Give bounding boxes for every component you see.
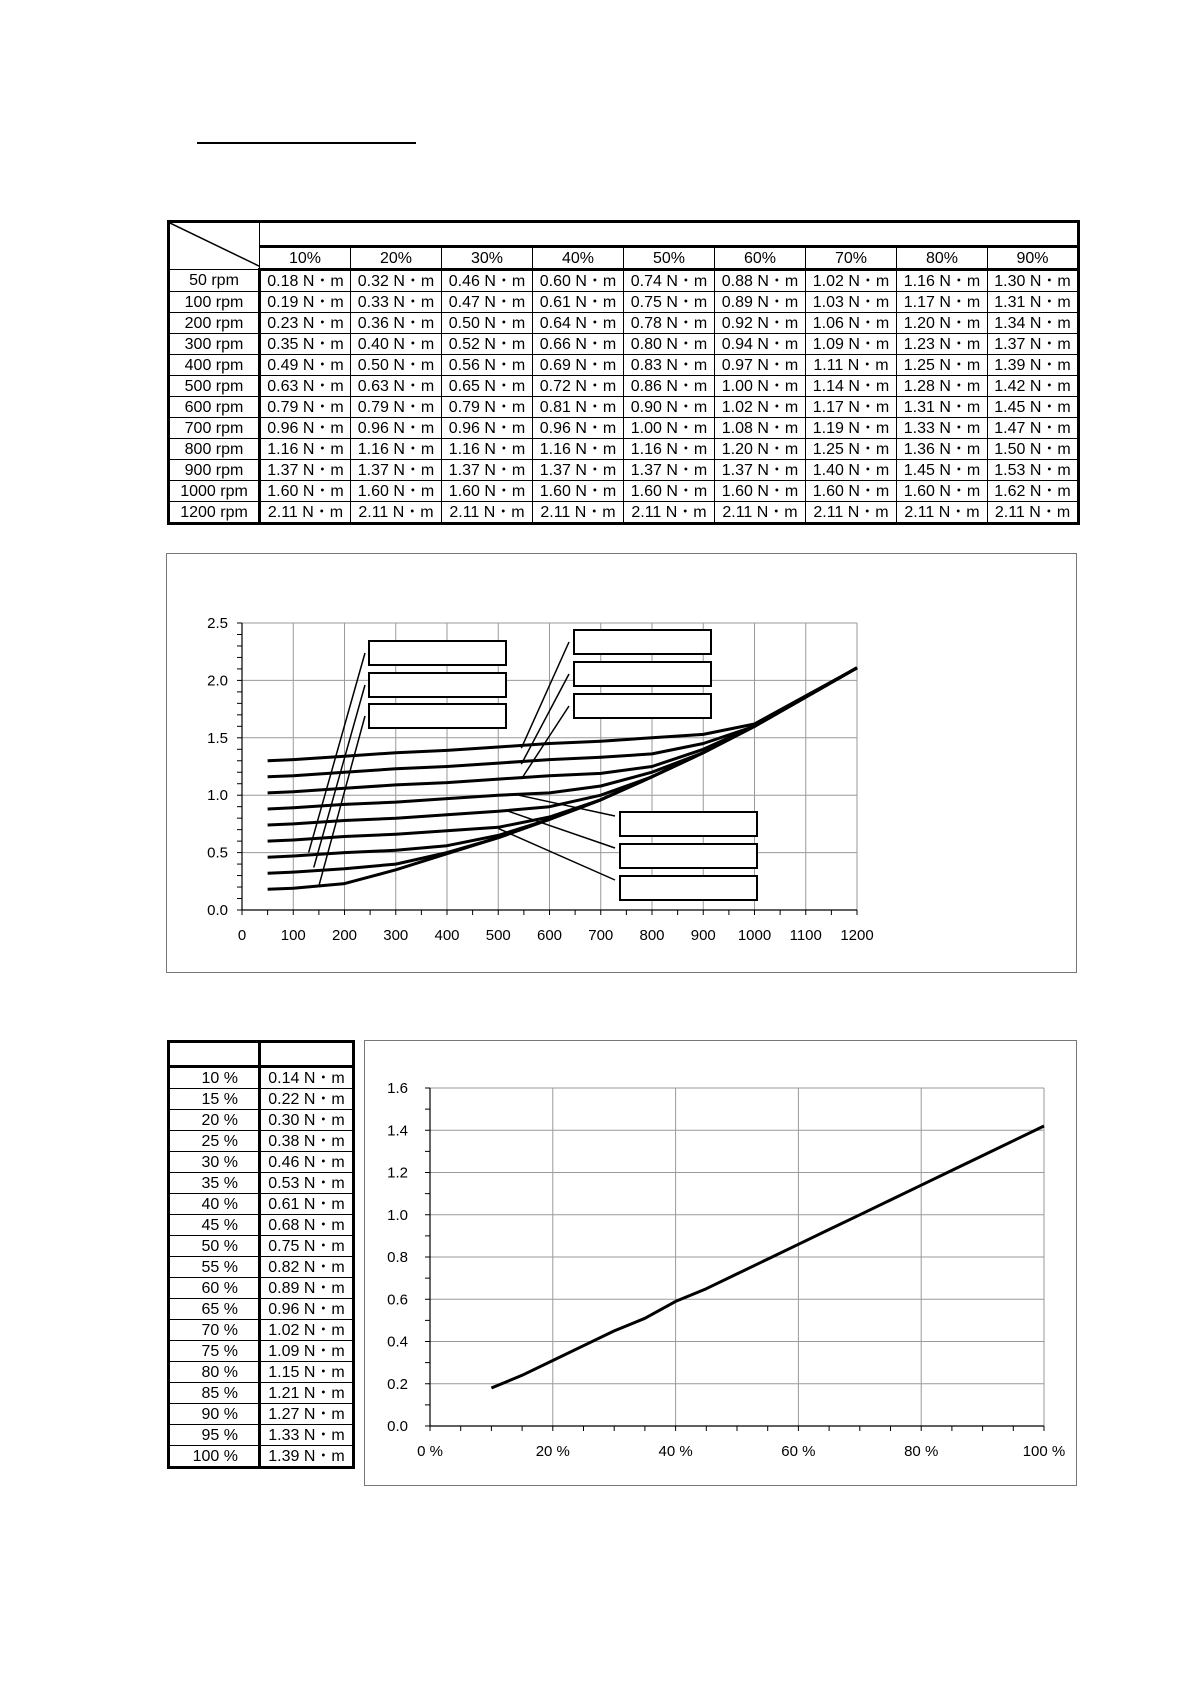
duty-percent-cell: 90 % [169,1404,260,1425]
torque-cell: 0.19 N・m [260,292,351,313]
torque-cell: 0.96 N・m [260,418,351,439]
duty-percent-cell: 30 % [169,1152,260,1173]
y-tick-label: 0.8 [387,1249,408,1266]
table-row [169,397,1079,418]
x-tick-label: 600 [536,927,563,944]
table-row [169,1173,354,1194]
duty-torque-cell: 1.21 N・m [260,1383,354,1404]
torque-cell: 0.72 N・m [533,376,624,397]
duty-torque-cell: 0.61 N・m [260,1194,354,1215]
torque-cell: 1.60 N・m [624,481,715,502]
torque-cell: 1.42 N・m [988,376,1079,397]
torque-cell: 1.60 N・m [715,481,806,502]
x-tick-label: 80 % [904,1443,939,1460]
torque-cell: 2.11 N・m [442,502,533,524]
torque-cell: 0.80 N・m [624,334,715,355]
table-row [169,1194,354,1215]
duty-percent-cell: 80 % [169,1362,260,1383]
torque-cell: 1.60 N・m [442,481,533,502]
table-row [169,1341,354,1362]
rpm-cell: 1200 rpm [169,502,260,524]
torque-cell: 0.64 N・m [533,313,624,334]
torque-cell: 2.11 N・m [806,502,897,524]
duty-percent-cell: 55 % [169,1257,260,1278]
torque-cell: 1.50 N・m [988,439,1079,460]
torque-cell: 0.35 N・m [260,334,351,355]
rpm-cell: 400 rpm [169,355,260,376]
x-tick-label: 300 [383,927,409,944]
duty-torque-cell: 0.14 N・m [260,1067,354,1089]
x-tick-label: 200 [331,927,358,944]
torque-cell: 1.31 N・m [988,292,1079,313]
torque-cell: 0.18 N・m [260,270,351,292]
y-tick-label: 1.5 [207,729,228,747]
torque-cell: 1.23 N・m [897,334,988,355]
duty-header-cell: 10% [260,247,351,270]
rpm-cell: 700 rpm [169,418,260,439]
y-tick-label: 0.4 [387,1333,408,1351]
duty-torque-chart [364,1040,1077,1486]
x-tick-label: 1000 [737,927,772,944]
header-blank-cell [260,222,1079,247]
torque-cell: 1.45 N・m [988,397,1079,418]
y-tick-label: 1.0 [387,1206,408,1224]
torque-cell: 1.37 N・m [624,460,715,481]
torque-cell: 1.02 N・m [715,397,806,418]
title-underline [197,142,416,144]
torque-cell: 0.46 N・m [442,270,533,292]
torque-cell: 0.90 N・m [624,397,715,418]
duty-percent-cell: 85 % [169,1383,260,1404]
duty-percent-cell: 70 % [169,1320,260,1341]
torque-cell: 0.36 N・m [351,313,442,334]
x-tick-label: 60 % [781,1443,816,1460]
torque-cell: 1.06 N・m [806,313,897,334]
torque-cell: 0.61 N・m [533,292,624,313]
duty-percent-cell: 25 % [169,1131,260,1152]
series-label-box [574,662,711,686]
y-tick-label: 0.6 [387,1291,408,1309]
table-row [169,1257,354,1278]
leader-line [319,716,365,886]
torque-cell: 2.11 N・m [715,502,806,524]
torque-cell: 1.16 N・m [351,439,442,460]
y-tick-label: 0.5 [207,844,228,862]
series-label-box [369,704,506,728]
leader-line [314,685,365,868]
duty-torque-cell: 0.89 N・m [260,1278,354,1299]
duty-percent-cell: 60 % [169,1278,260,1299]
leader-line [498,828,615,880]
torque-cell: 0.69 N・m [533,355,624,376]
rpm-cell: 200 rpm [169,313,260,334]
x-tick-label: 900 [690,927,716,944]
table-row [169,1383,354,1404]
torque-cell: 0.96 N・m [351,418,442,439]
torque-cell: 1.02 N・m [806,270,897,292]
x-tick-label: 1100 [789,927,822,944]
torque-cell: 0.63 N・m [351,376,442,397]
rpm-cell: 600 rpm [169,397,260,418]
torque-cell: 1.20 N・m [715,439,806,460]
torque-cell: 1.36 N・m [897,439,988,460]
torque-cell: 0.50 N・m [442,313,533,334]
x-tick-label: 0 % [417,1443,443,1460]
table-row [169,270,1079,292]
table-row [169,1446,354,1468]
duty-percent-cell: 20 % [169,1110,260,1131]
table-row [169,1320,354,1341]
torque-cell: 0.96 N・m [442,418,533,439]
torque-cell: 0.66 N・m [533,334,624,355]
table-row [169,502,1079,524]
torque-cell: 0.49 N・m [260,355,351,376]
table-row [169,1089,354,1110]
duty-torque-cell: 1.02 N・m [260,1320,354,1341]
torque-cell: 0.40 N・m [351,334,442,355]
y-tick-label: 2.5 [207,615,228,632]
torque-cell: 0.47 N・m [442,292,533,313]
series-label-box [369,673,506,697]
torque-cell: 1.00 N・m [624,418,715,439]
torque-cell: 0.97 N・m [715,355,806,376]
torque-cell: 1.60 N・m [533,481,624,502]
table-row [169,1299,354,1320]
torque-cell: 0.65 N・m [442,376,533,397]
torque-cell: 0.88 N・m [715,270,806,292]
torque-cell: 1.16 N・m [533,439,624,460]
table-row [169,1215,354,1236]
diagonal-header-cell [169,222,260,270]
torque-cell: 1.60 N・m [806,481,897,502]
torque-cell: 1.14 N・m [806,376,897,397]
duty-header-cell: 60% [715,247,806,270]
x-tick-label: 800 [639,927,665,944]
duty-torque-chart-svg [365,1041,1078,1487]
diagonal-line [170,223,260,267]
torque-cell: 1.17 N・m [806,397,897,418]
torque-cell: 1.60 N・m [260,481,351,502]
table-row [169,481,1079,502]
duty-header-cell: 20% [351,247,442,270]
series-label-box [574,694,711,718]
torque-cell: 1.37 N・m [351,460,442,481]
torque-cell: 1.47 N・m [988,418,1079,439]
torque-cell: 0.94 N・m [715,334,806,355]
duty-percent-cell: 100 % [169,1446,260,1468]
duty-percent-cell: 95 % [169,1425,260,1446]
torque-cell: 2.11 N・m [260,502,351,524]
y-tick-label: 0.0 [387,1418,408,1435]
y-tick-label: 0.0 [207,902,228,919]
table-row [169,292,1079,313]
torque-cell: 0.83 N・m [624,355,715,376]
rpm-cell: 1000 rpm [169,481,260,502]
table-row [169,1404,354,1425]
speed-torque-chart-svg [167,554,1078,974]
duty-torque-cell: 1.15 N・m [260,1362,354,1383]
y-tick-label: 0.2 [387,1375,408,1393]
rpm-cell: 100 rpm [169,292,260,313]
torque-table [167,220,1080,525]
torque-cell: 0.56 N・m [442,355,533,376]
duty-torque-cell: 0.68 N・m [260,1215,354,1236]
leader-line [521,674,569,764]
x-tick-label: 1200 [840,927,874,944]
torque-cell: 1.11 N・m [806,355,897,376]
duty-header-cell: 50% [624,247,715,270]
torque-cell: 1.08 N・m [715,418,806,439]
torque-cell: 0.50 N・m [351,355,442,376]
torque-cell: 0.96 N・m [533,418,624,439]
table-row [169,334,1079,355]
series-line-3 [268,668,857,857]
series-label-box [620,812,757,836]
torque-cell: 1.33 N・m [897,418,988,439]
table-row [169,1278,354,1299]
torque-cell: 1.09 N・m [806,334,897,355]
torque-cell: 1.30 N・m [988,270,1079,292]
torque-cell: 2.11 N・m [897,502,988,524]
torque-cell: 0.81 N・m [533,397,624,418]
torque-cell: 0.52 N・m [442,334,533,355]
duty-torque-cell: 0.46 N・m [260,1152,354,1173]
torque-cell: 1.37 N・m [442,460,533,481]
table-row [169,1362,354,1383]
torque-table-body [169,222,1079,524]
duty-torque-cell: 0.38 N・m [260,1131,354,1152]
rpm-cell: 900 rpm [169,460,260,481]
duty-table [167,1040,355,1469]
table-row [169,1152,354,1173]
duty-torque-cell: 0.22 N・m [260,1089,354,1110]
torque-cell: 1.45 N・m [897,460,988,481]
table-row [169,1131,354,1152]
torque-cell: 0.79 N・m [260,397,351,418]
table-row [169,1110,354,1131]
y-tick-label: 1.0 [207,787,228,805]
y-tick-label: 2.0 [207,672,228,690]
table-row [169,355,1079,376]
torque-cell: 0.74 N・m [624,270,715,292]
duty-header-cell: 80% [897,247,988,270]
torque-cell: 1.00 N・m [715,376,806,397]
duty-percent-cell: 35 % [169,1173,260,1194]
duty-torque-cell: 0.53 N・m [260,1173,354,1194]
table-row [169,439,1079,460]
x-tick-label: 40 % [658,1443,693,1460]
duty-torque-cell: 1.33 N・m [260,1425,354,1446]
torque-cell: 2.11 N・m [624,502,715,524]
torque-cell: 0.78 N・m [624,313,715,334]
table-row [169,1067,354,1089]
series-label-box [620,876,757,900]
table-row [169,1425,354,1446]
x-tick-label: 0 [237,927,247,944]
duty-table-header-row [169,1042,354,1067]
torque-cell: 1.20 N・m [897,313,988,334]
table-row [169,1236,354,1257]
torque-cell: 2.11 N・m [351,502,442,524]
duty-percent-cell: 40 % [169,1194,260,1215]
duty-table-header-blank [260,1042,354,1067]
duty-percent-cell: 65 % [169,1299,260,1320]
duty-torque-cell: 1.09 N・m [260,1341,354,1362]
torque-cell: 1.16 N・m [897,270,988,292]
x-tick-label: 500 [485,927,511,944]
duty-header-cell: 40% [533,247,624,270]
x-tick-label: 100 [280,927,306,944]
series-label-box [369,641,506,665]
torque-cell: 1.16 N・m [260,439,351,460]
torque-cell: 1.37 N・m [715,460,806,481]
torque-cell: 1.37 N・m [533,460,624,481]
torque-cell: 1.25 N・m [806,439,897,460]
torque-cell: 2.11 N・m [988,502,1079,524]
torque-cell: 1.25 N・m [897,355,988,376]
torque-cell: 1.37 N・m [988,334,1079,355]
duty-header-cell: 90% [988,247,1079,270]
torque-cell: 1.40 N・m [806,460,897,481]
x-tick-label: 20 % [535,1443,570,1460]
duty-percent-cell: 50 % [169,1236,260,1257]
torque-cell: 1.19 N・m [806,418,897,439]
table-row [169,376,1079,397]
torque-cell: 1.28 N・m [897,376,988,397]
duty-percent-cell: 15 % [169,1089,260,1110]
x-tick-label: 700 [588,927,614,944]
duty-table-header-blank [169,1042,260,1067]
rpm-cell: 300 rpm [169,334,260,355]
torque-cell: 0.23 N・m [260,313,351,334]
duty-torque-cell: 0.30 N・m [260,1110,354,1131]
x-tick-label: 400 [434,927,460,944]
torque-cell: 1.60 N・m [897,481,988,502]
torque-cell: 1.16 N・m [442,439,533,460]
torque-cell: 0.92 N・m [715,313,806,334]
torque-cell: 0.32 N・m [351,270,442,292]
rpm-cell: 50 rpm [169,270,260,292]
torque-cell: 0.63 N・m [260,376,351,397]
x-tick-label: 100 % [1022,1443,1066,1460]
y-tick-label: 1.4 [387,1122,408,1140]
duty-header-cell: 70% [806,247,897,270]
series-label-box [620,844,757,868]
rpm-cell: 500 rpm [169,376,260,397]
duty-header-cell: 30% [442,247,533,270]
torque-cell: 0.89 N・m [715,292,806,313]
y-tick-label: 1.2 [387,1164,408,1182]
torque-cell: 0.79 N・m [442,397,533,418]
table-row [169,313,1079,334]
duty-torque-cell: 0.82 N・m [260,1257,354,1278]
speed-torque-chart [166,553,1077,973]
torque-cell: 0.60 N・m [533,270,624,292]
duty-percent-cell: 45 % [169,1215,260,1236]
table-row [169,418,1079,439]
duty-header-row [169,247,1079,270]
duty-torque-cell: 1.27 N・m [260,1404,354,1425]
table-row [169,460,1079,481]
torque-cell: 0.79 N・m [351,397,442,418]
series-label-box [574,630,711,654]
leader-line [521,642,569,748]
duty-torque-cell: 0.75 N・m [260,1236,354,1257]
torque-cell: 1.37 N・m [260,460,351,481]
torque-cell: 1.03 N・m [806,292,897,313]
torque-cell: 1.34 N・m [988,313,1079,334]
torque-cell: 1.39 N・m [988,355,1079,376]
y-tick-label: 1.6 [387,1080,408,1097]
rpm-cell: 800 rpm [169,439,260,460]
torque-cell: 1.31 N・m [897,397,988,418]
duty-percent-cell: 10 % [169,1067,260,1089]
torque-cell: 0.33 N・m [351,292,442,313]
torque-cell: 1.60 N・m [351,481,442,502]
duty-torque-cell: 0.96 N・m [260,1299,354,1320]
torque-cell: 1.53 N・m [988,460,1079,481]
duty-percent-cell: 75 % [169,1341,260,1362]
table-header-row [169,222,1079,247]
duty-torque-cell: 1.39 N・m [260,1446,354,1468]
torque-cell: 2.11 N・m [533,502,624,524]
torque-cell: 1.17 N・m [897,292,988,313]
torque-cell: 0.86 N・m [624,376,715,397]
torque-cell: 1.16 N・m [624,439,715,460]
torque-cell: 0.75 N・m [624,292,715,313]
torque-cell: 1.62 N・m [988,481,1079,502]
duty-table-body [169,1042,354,1468]
